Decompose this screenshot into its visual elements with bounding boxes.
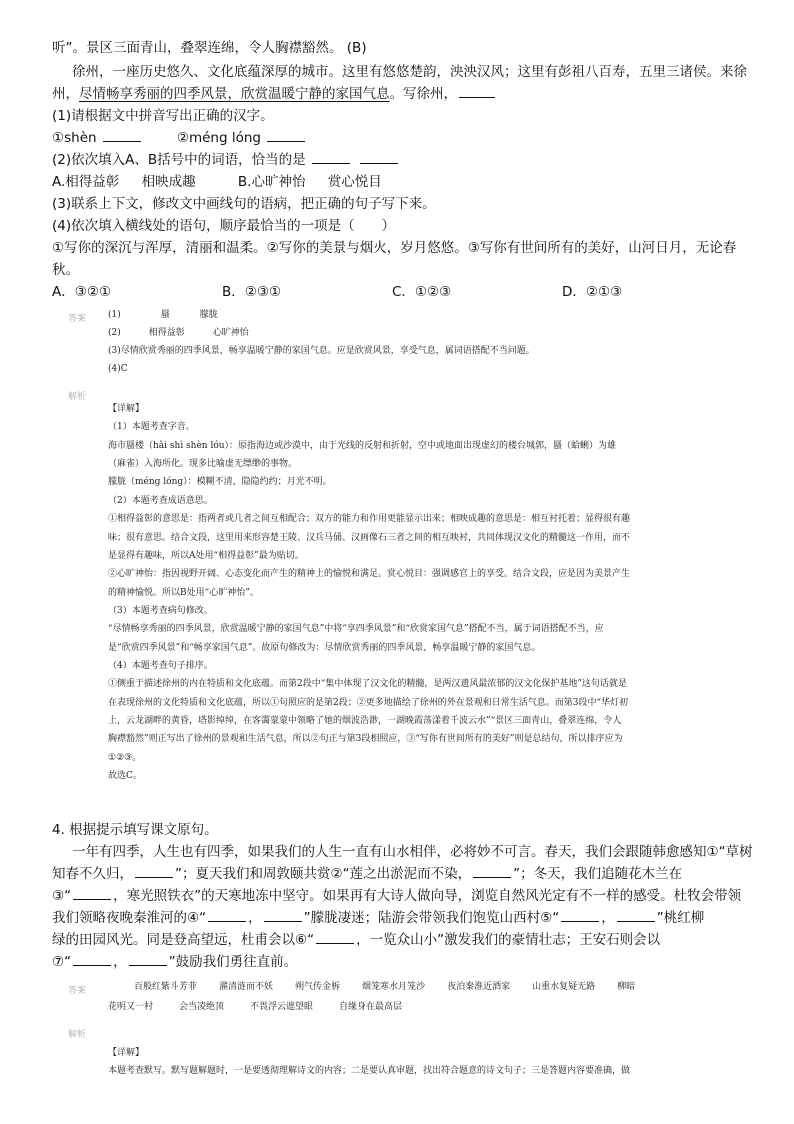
answer-value: 会当凌绝顶 xyxy=(179,1002,225,1012)
option-c: C．①②③ xyxy=(392,284,452,300)
choice-text: 相映成趣 xyxy=(141,174,196,190)
answer-value: 朔气传金柝 xyxy=(295,982,341,992)
analysis-line: ①②③。 xyxy=(108,752,142,763)
answer-value: 濯清涟而不妖 xyxy=(219,982,274,992)
answer-line xyxy=(108,306,218,324)
question-text: 绿的田园风光。同是登高望远，杜甫会以⑥“ xyxy=(52,932,315,948)
subquestion-2 xyxy=(52,150,400,170)
question-4-line xyxy=(52,952,297,972)
question-text: ”；冬天，我们追随花木兰在 xyxy=(513,866,683,882)
analysis-line: 胸襟豁然”则正写出了徐州的景观和生活气息，所以②句正与第3段相照应，③“写你有世间所有的美好”则是总结句，所以排序应为 xyxy=(108,734,623,745)
analysis-line: （4）本题考查句子排序。 xyxy=(108,660,213,671)
option-a: A．③②① xyxy=(52,284,112,300)
question-text: ，一览众山小”激发我们的豪情壮志；王安石则会以 xyxy=(356,932,661,948)
analysis-line: 【详解】 xyxy=(108,1048,145,1058)
analysis-label: 解析 xyxy=(68,392,87,402)
analysis-line: ②心旷神怡：指因视野开阔、心态变化而产生的精神上的愉悦和满足。赏心悦目：强调感官上的享受。结合文段，应是因为美景产生 xyxy=(108,569,631,580)
subquestion-2-choices xyxy=(52,172,382,192)
question-4-title: 4. 根据提示填写课文原句。 xyxy=(52,822,218,838)
question-4-line: 一年有四季，人生也有四季，如果我们的人生一直有山水相伴，必将妙不可言。春天，我们会跟随韩愈感知①“草树 xyxy=(72,844,753,860)
answer-value: 蜃 xyxy=(160,310,170,320)
answer-value: 柳暗 xyxy=(617,982,636,992)
question-text: 知春不久归， xyxy=(52,866,133,882)
analysis-line: 海市蜃楼（hǎi shì shèn lóu）：原指海边或沙漠中，由于光线的反射和折射，空中或地面出现虚幻的楼台城郭，蜃（蛤蜊）为雄 xyxy=(108,440,617,451)
analysis-label: 解析 xyxy=(68,1030,87,1040)
answer-blank xyxy=(312,150,350,164)
analysis-line: 【详解】 xyxy=(108,404,145,414)
choice-text: A.相得益彰 xyxy=(52,174,120,190)
passage-line: 徐州，一座历史悠久、文化底蕴深厚的城市。这里有悠悠楚韵，泱泱汉风；这里有彭祖八百寿，五里三诸侯。来徐 xyxy=(72,64,747,80)
answer-blank xyxy=(473,864,511,878)
question-text: ”桃红柳 xyxy=(656,910,705,926)
answer-blank xyxy=(267,128,305,142)
passage-text: 。写徐州， xyxy=(389,86,457,102)
question-text: 我们领略夜晚秦淮河的④“ xyxy=(52,910,207,926)
pinyin-item: ②méng lóng xyxy=(176,130,261,146)
analysis-line: 在表现徐州的文化特质和文化底蕴，所以①句照应的是第2段；②更多地描绘了徐州的外在景观和日常生活气息。而第3段中“华灯初 xyxy=(108,697,629,708)
option-d: D．②①③ xyxy=(562,284,623,300)
analysis-line: “尽情畅享秀丽的四季风景，欣赏温暖宁静的家国气息”中将“享四季风景”和“欣赏家国气息”搭配不当，属于词语搭配不当，应 xyxy=(108,624,604,635)
answer-value: 朦胧 xyxy=(199,310,218,320)
answer-line: (3)尽情欣赏秀丽的四季风景，畅享温暖宁静的家国气息。应是欣赏风景，享受气息，属词语搭配不当问题。 xyxy=(108,346,535,356)
answer-blank xyxy=(316,930,354,944)
answer-line xyxy=(134,978,635,996)
answer-value: 不畏浮云遮望眼 xyxy=(250,1002,314,1012)
answer-blank xyxy=(264,908,302,922)
analysis-line: 是“欣赏四季风景”和“畅享家国气息”。故原句修改为：尽情欣赏秀丽的四季风景，畅享温暖宁静的家国气息。 xyxy=(108,642,541,653)
subquestion-3: (3)联系上下文，修改文中画线句的语病，把正确的句子写下来。 xyxy=(52,196,436,212)
subquestion-1-items xyxy=(52,128,307,148)
answer-value: 夜泊秦淮近酒家 xyxy=(447,982,511,992)
analysis-line: 朦胧（méng lóng）：模糊不清，隐隐约约；月光不明。 xyxy=(108,477,332,488)
analysis-line: 上，云龙湖畔的黄昏，塔影绰绰，在客霭蒙蒙中领略了她的烟波浩渺，一湖晚霞荡漾着千波云水”“景区三面青山，叠翠连绵，令人 xyxy=(108,716,622,726)
answer-blank xyxy=(103,128,141,142)
answer-value: 相得益彰 xyxy=(148,328,185,338)
answer-blank xyxy=(73,952,111,966)
question-text: ， xyxy=(601,910,615,926)
question-text: ， xyxy=(248,910,262,926)
analysis-line: 的精神愉悦。所以B处用“心旷神怡”。 xyxy=(108,587,259,598)
passage-line xyxy=(52,84,497,104)
answer-value: 心旷神怡 xyxy=(212,328,249,338)
question-4-line xyxy=(52,908,704,928)
pinyin-item: ①shèn xyxy=(52,130,97,146)
analysis-line: （2）本题考查成语意思。 xyxy=(108,495,213,506)
analysis-line: 故选C。 xyxy=(108,771,142,781)
question-text: ”朦胧凄迷；陆游会带领我们饱览山西村⑤“ xyxy=(303,910,560,926)
answer-blank xyxy=(360,150,398,164)
analysis-line: （1）本题考查字音。 xyxy=(108,422,195,433)
question-text: ”鼓励我们勇往直前。 xyxy=(168,954,298,970)
question-4-line xyxy=(52,930,660,950)
subquestion-4-text: 秋。 xyxy=(52,262,79,278)
answer-blank xyxy=(208,908,246,922)
answer-line: (4)C xyxy=(108,364,128,374)
subquestion-4-text: ①写你的深沉与浑厚，清丽和温柔。②写你的美景与烟火，岁月悠悠。③写你有世间所有的美好，山河日月，无论春 xyxy=(52,240,737,256)
answer-blank xyxy=(561,908,599,922)
choice-text: 赏心悦目 xyxy=(327,174,382,190)
subquestion-2-text: (2)依次填入A、B括号中的词语，恰当的是 xyxy=(52,152,306,168)
answer-line xyxy=(108,998,402,1016)
answer-label: 答案 xyxy=(68,986,87,996)
answer-value: 自缘身在最高层 xyxy=(339,1002,403,1012)
answer-blank xyxy=(73,886,111,900)
subquestion-4: (4)依次填入横线处的语句，顺序最恰当的一项是（ ） xyxy=(52,218,396,234)
answer-index: (1) xyxy=(108,310,121,320)
analysis-line: ①侧重于描述徐州的内在特质和文化底蕴。而第2段中“集中体现了汉文化的精髓，是两汉遗风最浓郁的汉文化保护基地”这句话就是 xyxy=(108,679,627,690)
answer-blank xyxy=(617,908,655,922)
choice-text: B.心旷神怡 xyxy=(237,174,306,190)
analysis-line: （麻雀）入海所化。现多比喻虚无缥缈的事物。 xyxy=(108,459,298,470)
analysis-line: 是显得有趣味，所以A处用“相得益彰”最为贴切。 xyxy=(108,550,304,561)
question-text-line: 听”。景区三面青山，叠翠连绵，令人胸襟豁然。 (B) xyxy=(52,40,367,56)
question-text: ⑦“ xyxy=(52,954,72,970)
analysis-line: 味；很有意思。结合文段，这里用来形容楚王陵、汉兵马俑、汉画像石三者之间的相互映衬，共同体现汉文化的精髓这一作用，而不 xyxy=(108,532,631,543)
answer-blank xyxy=(135,864,173,878)
question-text: ③“ xyxy=(52,888,72,904)
question-text: ”；夏天我们和周敦颐共赏②“莲之出淤泥而不染， xyxy=(175,866,472,882)
answer-index: (2) xyxy=(108,328,121,338)
answer-value: 百般红紫斗芳菲 xyxy=(134,982,198,992)
passage-text: 州， xyxy=(52,86,79,102)
question-4-line xyxy=(52,864,682,884)
option-b: B．②③① xyxy=(222,284,282,300)
answer-value: 烟笼寒水月笼沙 xyxy=(362,982,426,992)
answer-label: 答案 xyxy=(68,314,87,324)
question-4-line xyxy=(52,886,741,906)
analysis-line: ①相得益彰的意思是：指两者或几者之间互相配合；双方的能力和作用更能显示出来；相映成趣的意思是：相互衬托着；显得很有趣 xyxy=(108,514,631,525)
answer-value: 山重水复疑无路 xyxy=(532,982,596,992)
analysis-line: 本题考查默写。默写题解题时，一是要透彻理解诗文的内容；二是要认真审题，找出符合题意的诗文句子；三是答题内容要准确，做 xyxy=(108,1066,631,1076)
answer-blank xyxy=(459,84,495,98)
analysis-line: （3）本题考查病句修改。 xyxy=(108,605,213,616)
underlined-sentence: 尽情畅享秀丽的四季风景，欣赏温暖宁静的家国气息 xyxy=(79,86,390,102)
answer-line xyxy=(108,324,249,342)
question-text: ， xyxy=(113,954,127,970)
answer-value: 花明又一村 xyxy=(108,1002,154,1012)
answer-blank xyxy=(129,952,167,966)
subquestion-1: (1)请根据文中拼音写出正确的汉字。 xyxy=(52,108,274,124)
question-text: ，寒光照铁衣”的天寒地冻中坚守。如果再有大诗人做向导，浏览自然风光定有不一样的感受。杜牧会带领 xyxy=(113,888,742,904)
